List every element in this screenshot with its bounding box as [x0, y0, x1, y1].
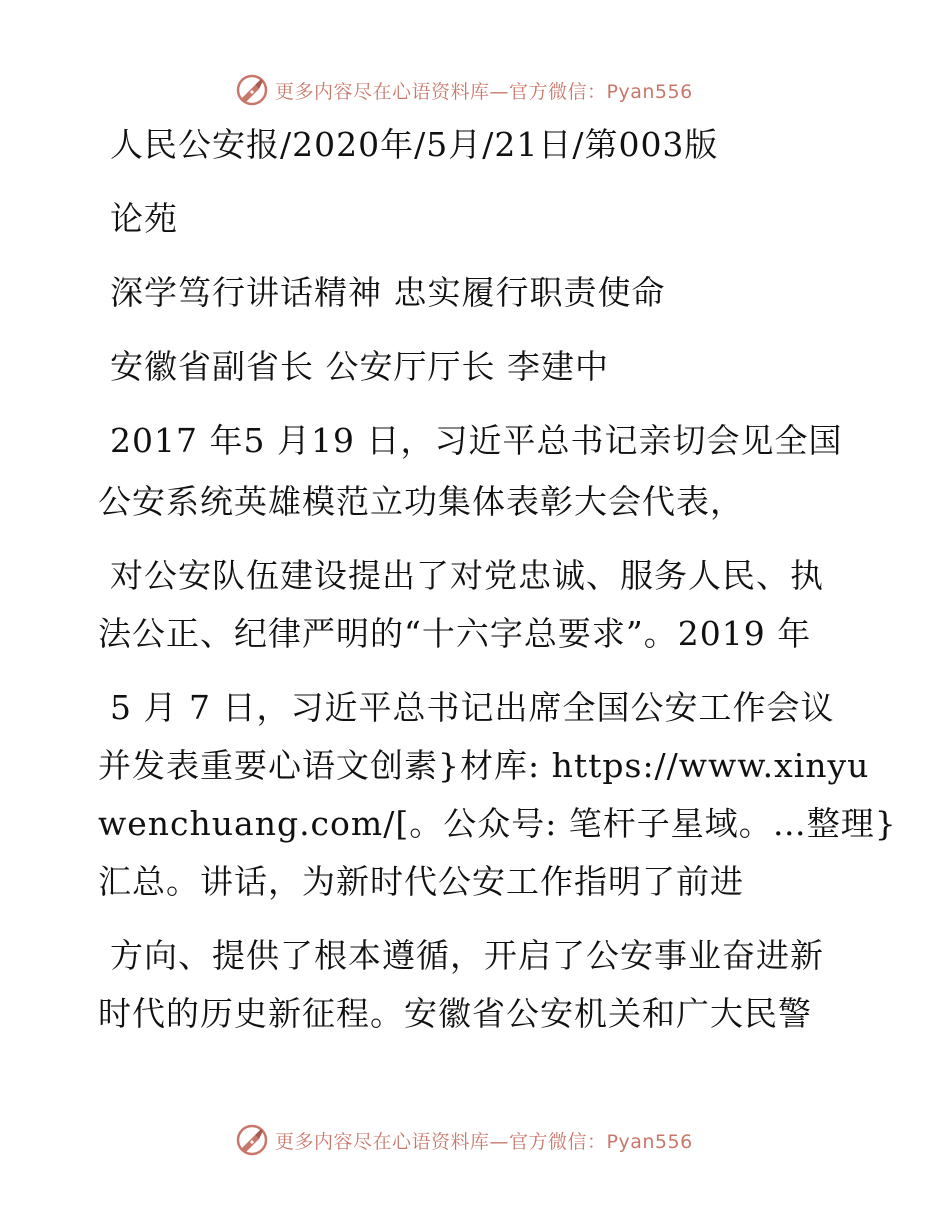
body-line: 对公安队伍建设提出了对党忠诚、服务人民、执 — [110, 556, 824, 595]
author-line: 安徽省副省长 公安厅厅长 李建中 — [110, 347, 609, 386]
body-line: 并发表重要心语文创素}材库: https://www.xinyu — [98, 746, 870, 785]
pen-nib-circle-icon — [235, 73, 269, 107]
header-watermark — [235, 70, 715, 110]
watermark-text: 更多内容尽在心语资料库—官方微信：Pyan556 — [275, 80, 693, 103]
pen-nib-circle-icon — [235, 1123, 269, 1157]
column-name: 论苑 — [110, 199, 178, 238]
article-title: 深学笃行讲话精神 忠实履行职责使命 — [110, 273, 666, 312]
body-line: 2017 年5 月19 日，习近平总书记亲切会见全国 — [110, 421, 843, 460]
body-line: 公安系统英雄模范立功集体表彰大会代表， — [98, 482, 744, 521]
body-line: wenchuang.com/[。公众号: 笔杆子星域。…整理} — [98, 804, 897, 843]
body-line: 5 月 7 日，习近平总书记出席全国公安工作会议 — [110, 688, 835, 727]
source-line: 人民公安报/2020年/5月/21日/第003版 — [110, 125, 719, 164]
body-line: 法公正、纪律严明的“十六字总要求”。2019 年 — [98, 614, 812, 653]
body-line: 时代的历史新征程。安徽省公安机关和广大民警 — [98, 994, 812, 1033]
watermark-text: 更多内容尽在心语资料库—官方微信：Pyan556 — [275, 1130, 693, 1153]
body-line: 方向、提供了根本遵循，开启了公安事业奋进新 — [110, 936, 824, 975]
body-line: 汇总。讲话，为新时代公安工作指明了前进 — [98, 862, 744, 901]
footer-watermark — [235, 1120, 715, 1160]
